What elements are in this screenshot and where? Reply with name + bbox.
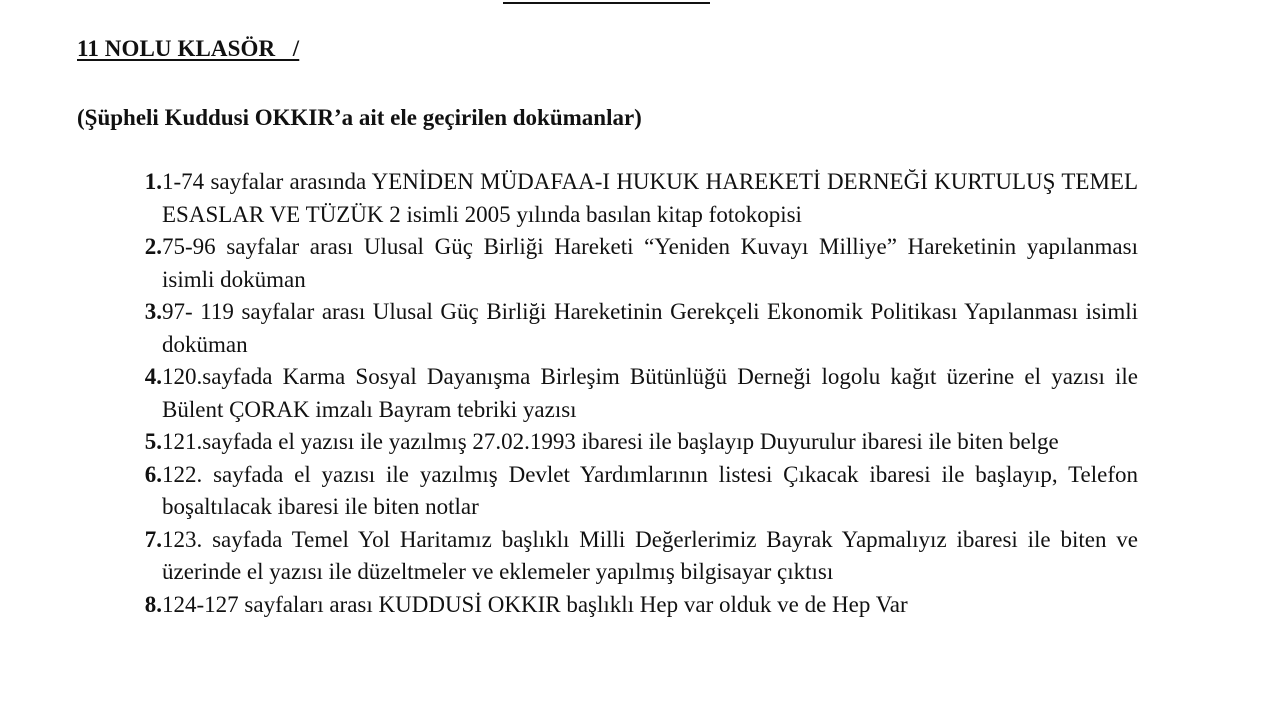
list-item [112,459,1138,524]
item-number: 8. [144,591,162,617]
list-item [112,524,1138,589]
list-item [112,361,1138,426]
list-item [112,426,1138,459]
item-number: 1. [144,169,162,194]
item-number: 2. [144,234,162,259]
item-text: 1-74 sayfalar arasında YENİDEN MÜDAFAA-I HUKUK HAREKETİ DERNEĞİ KURTULUŞ TEMEL ESASLAR VE TÜZÜK 2 isimli 2005 yılında basılan kitap fotokopisi [162,169,1138,227]
item-text: 122. sayfada el yazısı ile yazılmış Devlet Yardımlarının listesi Çıkacak ibaresi ile başlayıp, Telefon boşaltılacak ibaresi ile biten notlar [162,461,1138,519]
list-item [112,589,1138,622]
item-text: 124-127 sayfaları arası KUDDUSİ OKKIR başlıklı Hep var olduk ve de Hep Var [162,591,908,617]
list-item [112,166,1138,231]
item-number: 6. [144,461,162,487]
folder-heading: 11 NOLU KLASÖR / [77,36,300,61]
item-text: 120.sayfada Karma Sosyal Dayanışma Birleşim Bütünlüğü Derneği logolu kağıt üzerine el yazısı ile Bülent ÇORAK imzalı Bayram tebriki yazısı [162,364,1138,422]
item-number: 5. [144,429,162,454]
item-text: 97- 119 sayfalar arası Ulusal Güç Birliği Hareketinin Gerekçeli Ekonomik Politikası Yapılanması isimli doküman [162,299,1138,357]
item-number: 4. [144,364,162,389]
item-number: 3. [144,299,162,324]
list-item [112,231,1138,296]
list-item [112,296,1138,361]
item-text: 121.sayfada el yazısı ile yazılmış 27.02.1993 ibaresi ile başlayıp Duyurulur ibaresi ile biten belge [162,429,1059,454]
item-number: 7. [144,526,162,552]
document-list [112,166,1138,621]
document-subheading: (Şüpheli Kuddusi OKKIR’a ait ele geçirilen dokümanlar) [77,105,642,130]
item-text: 123. sayfada Temel Yol Haritamız başlıklı Milli Değerlerimiz Bayrak Yapmalıyız ibaresi ile biten ve üzerinde el yazısı ile düzeltmeler ve eklemeler yapılmış bilgisayar çıktısı [162,526,1138,584]
item-text: 75-96 sayfalar arası Ulusal Güç Birliği Hareketi “Yeniden Kuvayı Milliye” Hareketinin yapılanması isimli doküman [162,234,1138,292]
top-rule [503,2,710,4]
